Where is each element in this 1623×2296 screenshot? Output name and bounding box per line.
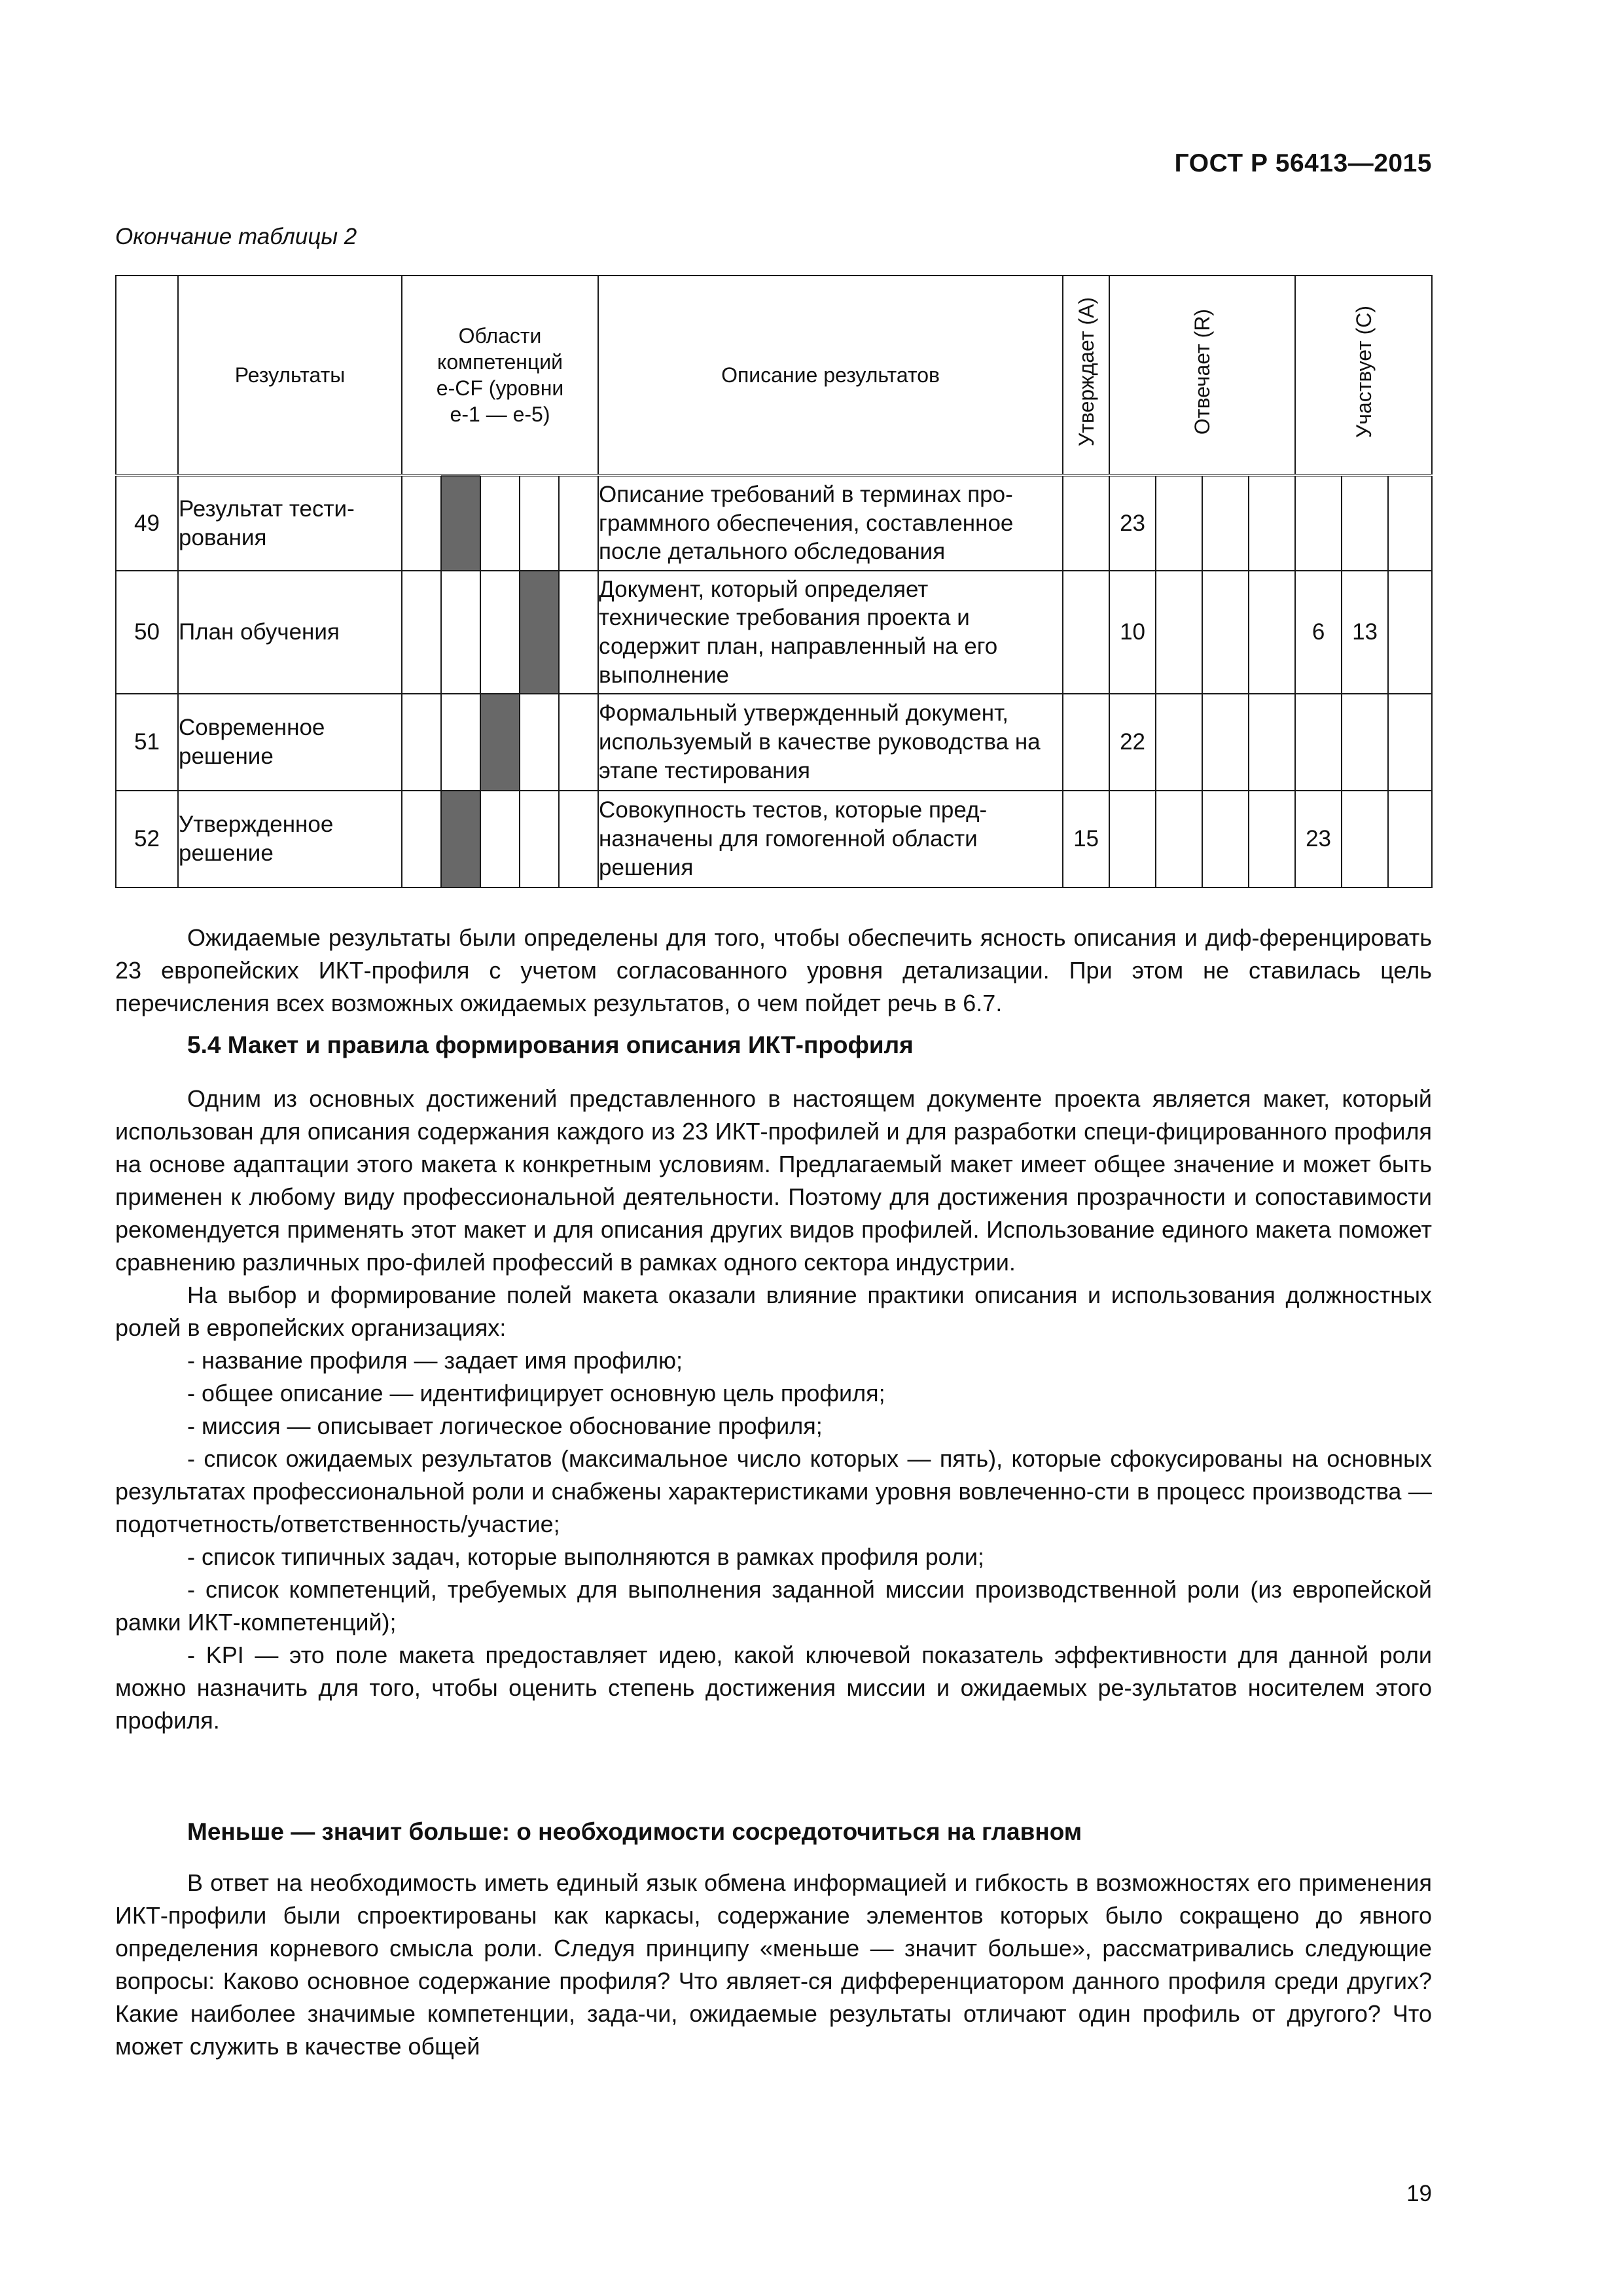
competence-level-cell <box>480 475 520 571</box>
table-caption: Окончание таблицы 2 <box>115 224 357 249</box>
paragraph-3: На выбор и формирование полей макета оказали влияние практики описания и использования должностных ролей в европейских организациях: <box>115 1282 1432 1341</box>
role-value-cell <box>1342 791 1388 888</box>
result-name: Результат тести-рования <box>178 475 402 571</box>
competence-level-cell <box>559 571 598 694</box>
competence-level-cell <box>559 694 598 791</box>
competence-level-cell <box>559 791 598 888</box>
paragraph-4: В ответ на необходимость иметь единый язык обмена информацией и гибкость в возможностях его применения ИКТ-профили были спроектированы как каркасы, содержание элементов которых было сокращено до явного определения корневого смысла роли. Следуя принципу «меньше — значит больше», рассматривались следующие вопросы: Каково основное содержание профиля? Что являет-ся дифференциатором данного профиля среди других? Какие наиболее значимые компетенции, зада-чи, ожидаемые результаты отличают один профиль от другого? Что может служить в качестве общей <box>115 1869 1432 2060</box>
competence-level-cell <box>520 475 559 571</box>
table-row <box>116 475 1432 571</box>
list-item: - общее описание — идентифицирует основную цель профиля; <box>187 1380 885 1407</box>
result-description: Описание требований в терминах про-граммного обеспечения, составленное после детального обследования <box>598 475 1063 571</box>
role-value-cell <box>1249 571 1295 694</box>
result-description: Формальный утвержденный документ, используемый в качестве руководства на этапе тестирования <box>598 694 1063 791</box>
paragraph-1: Ожидаемые результаты были определены для того, чтобы обеспечить ясность описания и диф-ференцировать 23 европейских ИКТ-профиля с учетом согласованного уровня детализации. При этом не ставилась цель перечисления всех возможных ожидаемых результатов, о чем пойдет речь в 6.7. <box>115 924 1432 1016</box>
page-number: 19 <box>1406 2181 1432 2206</box>
competence-level-cell <box>520 791 559 888</box>
list-item: - название профиля — задает имя профилю; <box>187 1347 683 1374</box>
paragraph-expected-results <box>115 922 1432 1020</box>
role-value-cell <box>1109 791 1156 888</box>
list-item: - список типичных задач, которые выполняются в рамках профиля роли; <box>187 1543 984 1570</box>
competence-level-cell <box>480 694 520 791</box>
list-item: - список компетенций, требуемых для выполнения заданной миссии производственной роли (из европейской рамки ИКТ-компетенций); <box>115 1576 1432 1636</box>
role-value-cell <box>1249 475 1295 571</box>
list-item: - миссия — описывает логическое обоснование профиля; <box>187 1412 823 1439</box>
role-value-cell <box>1063 694 1109 791</box>
competence-level-cell <box>441 791 480 888</box>
role-value-cell <box>1202 791 1249 888</box>
result-name: Утвержденное решение <box>178 791 402 888</box>
table-header-row <box>116 276 1432 475</box>
competence-level-cell <box>402 571 441 694</box>
competence-level-cell <box>441 475 480 571</box>
result-name: План обучения <box>178 571 402 694</box>
section-heading-5-4: 5.4 Макет и правила формирования описания ИКТ-профиля <box>187 1031 914 1058</box>
role-value-cell <box>1342 475 1388 571</box>
competence-level-cell <box>402 475 441 571</box>
header-number <box>116 276 178 475</box>
role-value-cell <box>1156 694 1202 791</box>
role-value-cell <box>1388 694 1432 791</box>
role-value-cell <box>1388 571 1432 694</box>
competence-level-cell <box>520 571 559 694</box>
role-value-cell <box>1249 694 1295 791</box>
competence-level-cell <box>480 571 520 694</box>
role-value-cell <box>1249 791 1295 888</box>
header-description: Описание результатов <box>598 276 1063 475</box>
row-number: 50 <box>116 571 178 694</box>
header-responsible <box>1109 276 1295 475</box>
header-competence-areas <box>402 276 598 475</box>
standard-header: ГОСТ Р 56413—2015 <box>1174 149 1432 177</box>
result-description: Документ, который определяет технические требования проекта и содержит план, направленный на его выполнение <box>598 571 1063 694</box>
role-value-cell: 23 <box>1295 791 1342 888</box>
competence-level-cell <box>441 571 480 694</box>
role-value-cell <box>1156 571 1202 694</box>
list-item: - список ожидаемых результатов (максимальное число которых — пять), которые сфокусированы на основных результатах профессиональной роли и снабжены характеристиками уровня вовлеченно-сти в процесс производства — подотчетность/ответственность/участие; <box>115 1445 1432 1537</box>
list-item: - KPI — это поле макета предоставляет идею, какой ключевой показатель эффективности для данной роли можно назначить для того, чтобы оценить степень достижения миссии и ожидаемых ре-зультатов носителем этого профиля. <box>115 1641 1432 1734</box>
role-value-cell <box>1295 694 1342 791</box>
section-5-4-body <box>115 1083 1432 1737</box>
result-name: Современное решение <box>178 694 402 791</box>
table-row <box>116 571 1432 694</box>
role-value-cell <box>1388 475 1432 571</box>
role-value-cell <box>1202 694 1249 791</box>
table-body <box>116 475 1432 888</box>
role-value-cell: 6 <box>1295 571 1342 694</box>
result-description: Совокупность тестов, которые пред-назначены для гомогенной области решения <box>598 791 1063 888</box>
competence-level-cell <box>441 694 480 791</box>
role-value-cell <box>1063 571 1109 694</box>
role-value-cell: 23 <box>1109 475 1156 571</box>
role-value-cell <box>1295 475 1342 571</box>
header-competence-areas-text: Области компетенций e-CF (уровни e-1 — e-5) <box>436 324 564 426</box>
role-value-cell <box>1388 791 1432 888</box>
header-approves <box>1063 276 1109 475</box>
header-approves-label: Утверждает (A) <box>1074 297 1098 447</box>
role-value-cell <box>1156 791 1202 888</box>
role-value-cell <box>1202 571 1249 694</box>
role-value-cell: 22 <box>1109 694 1156 791</box>
table-row <box>116 791 1432 888</box>
competence-level-cell <box>402 791 441 888</box>
header-responsible-label: Отвечает (R) <box>1190 309 1215 435</box>
row-number: 51 <box>116 694 178 791</box>
competence-level-cell <box>520 694 559 791</box>
role-value-cell: 13 <box>1342 571 1388 694</box>
results-table <box>115 275 1433 888</box>
row-number: 49 <box>116 475 178 571</box>
role-value-cell <box>1156 475 1202 571</box>
less-is-more-body <box>115 1867 1432 2063</box>
header-participates <box>1295 276 1432 475</box>
competence-level-cell <box>480 791 520 888</box>
competence-level-cell <box>402 694 441 791</box>
subheading-less-is-more: Меньше — значит больше: о необходимости сосредоточиться на главном <box>187 1818 1082 1845</box>
role-value-cell: 15 <box>1063 791 1109 888</box>
header-results: Результаты <box>178 276 402 475</box>
role-value-cell <box>1202 475 1249 571</box>
role-value-cell <box>1063 475 1109 571</box>
row-number: 52 <box>116 791 178 888</box>
competence-level-cell <box>559 475 598 571</box>
header-participates-label: Участвует (C) <box>1351 306 1376 439</box>
paragraph-2: Одним из основных достижений представленного в настоящем документе проекта является макет, который использован для описания содержания каждого из 23 ИКТ-профилей и для разработки специ-фицированного профиля на основе адаптации этого макета к конкретным условиям. Предлагаемый макет имеет общее значение и может быть применен к любому виду профессиональной деятельности. Поэтому для достижения прозрачности и сопоставимости рекомендуется применять этот макет и для описания других видов профилей. Использование единого макета поможет сравнению различных про-филей профессий в рамках одного сектора индустрии. <box>115 1085 1432 1276</box>
role-value-cell: 10 <box>1109 571 1156 694</box>
role-value-cell <box>1342 694 1388 791</box>
table-row <box>116 694 1432 791</box>
